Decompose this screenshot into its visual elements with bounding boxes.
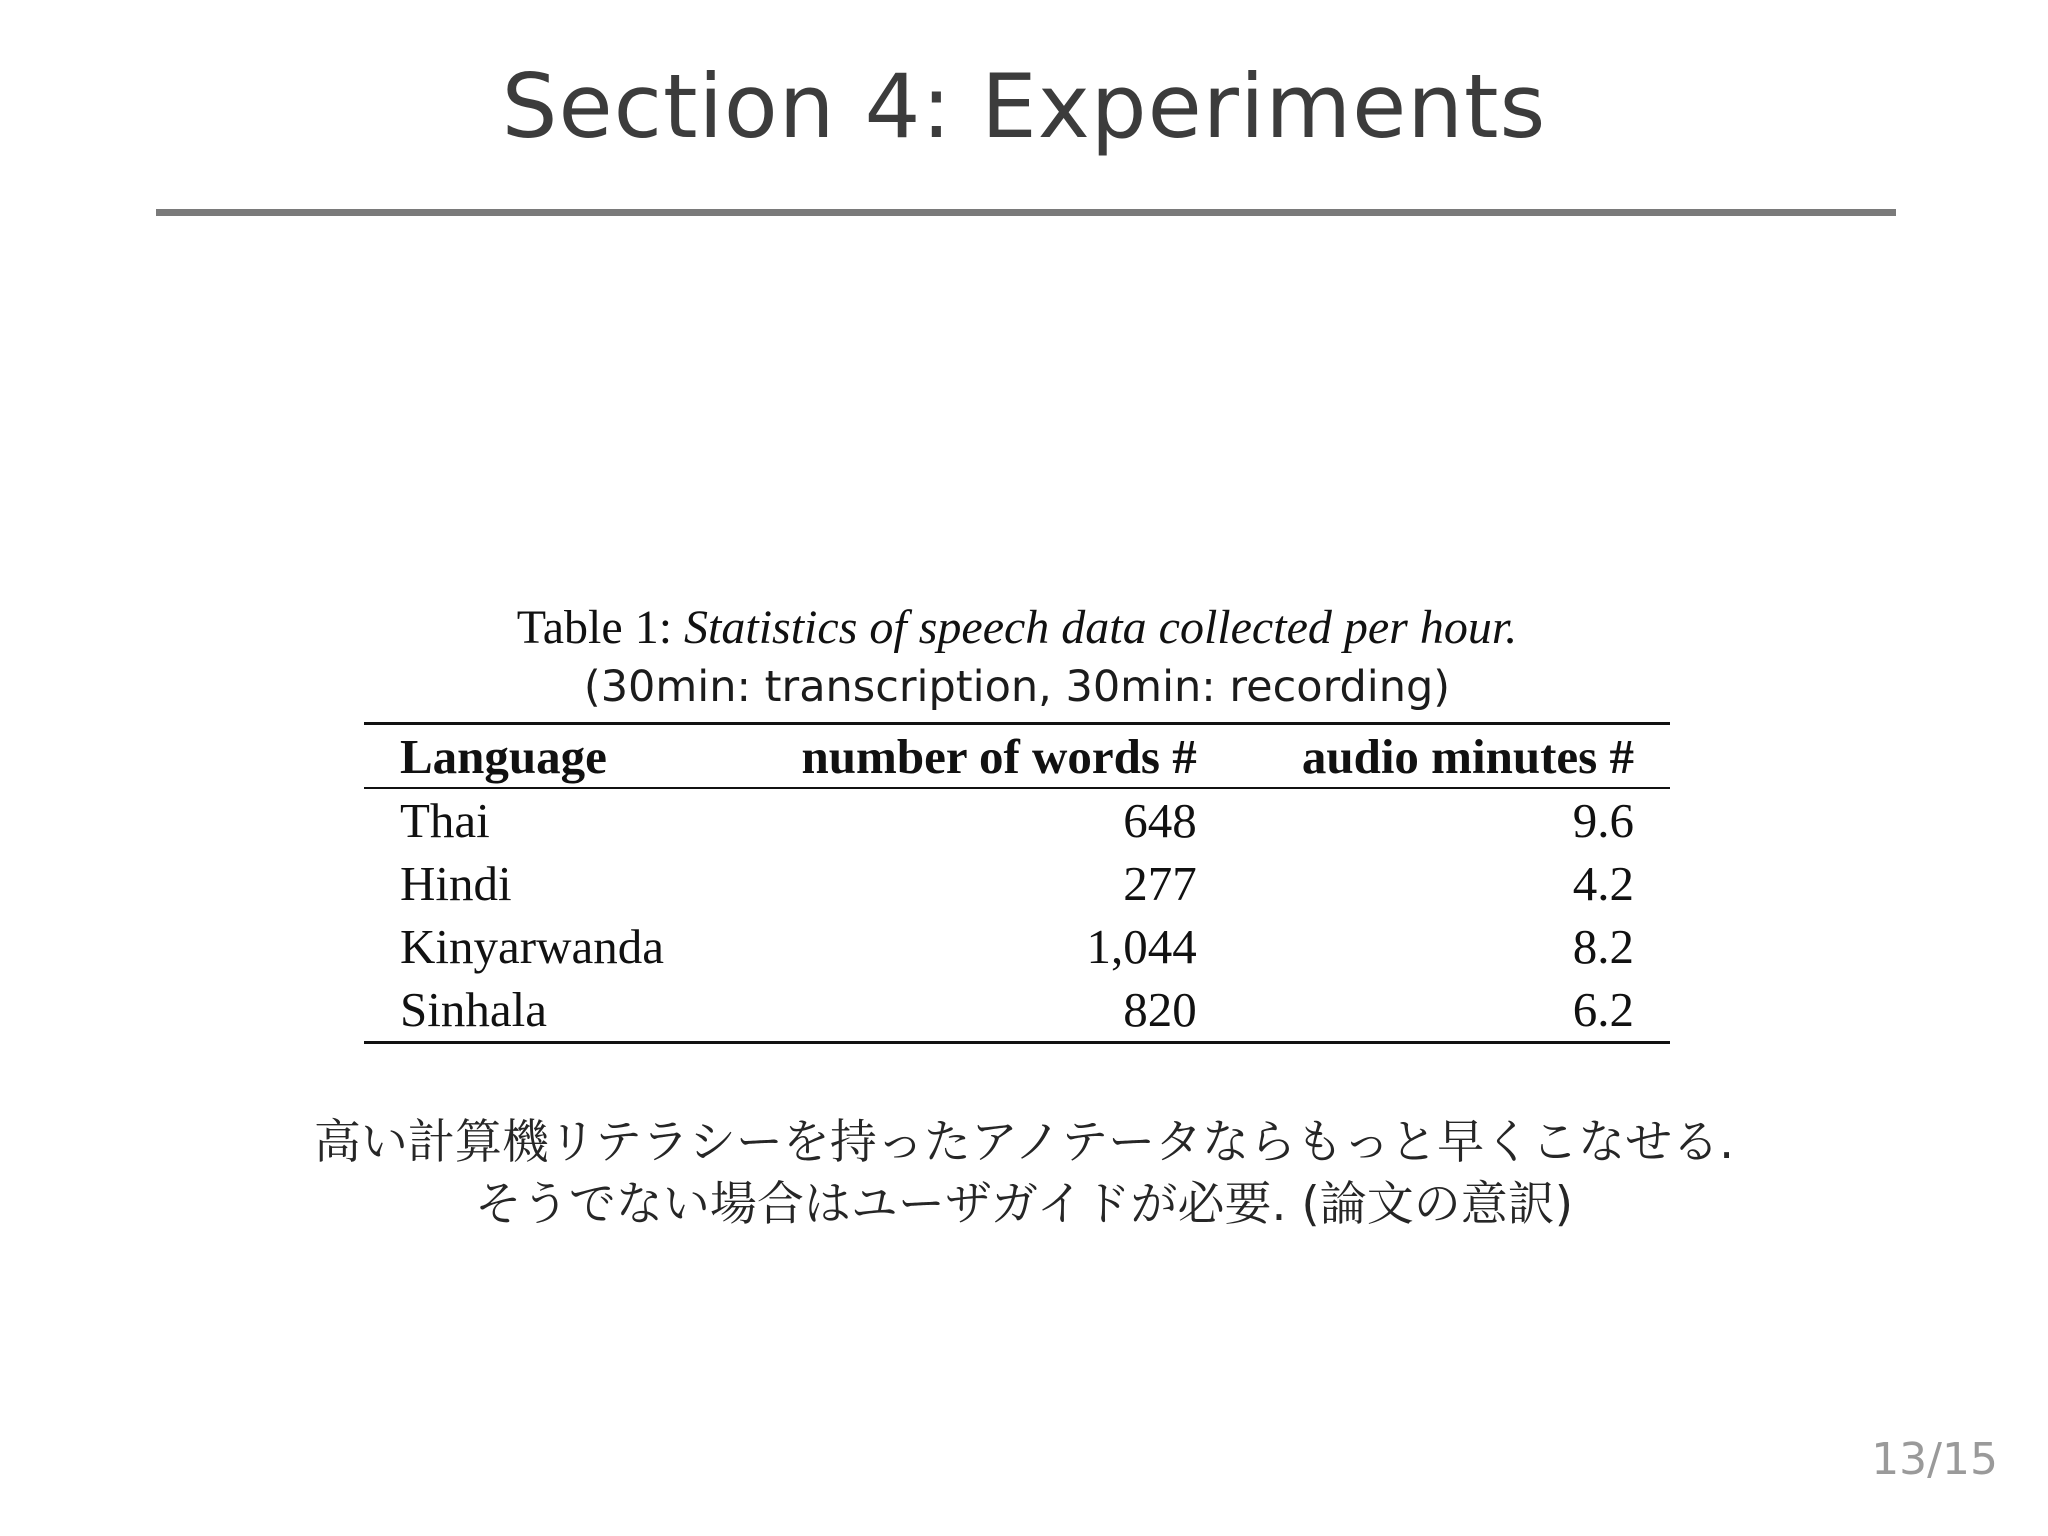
- header-audio-minutes: audio minutes #: [1301, 728, 1634, 784]
- cell-number-of-words: 277: [1123, 856, 1197, 911]
- table-row: [364, 852, 1670, 915]
- table-subcaption: (30min: transcription, 30min: recording): [583, 662, 1451, 712]
- cell-number-of-words: 1,044: [1086, 919, 1197, 974]
- header-number-of-words: number of words #: [801, 728, 1197, 784]
- table-header-row: [364, 724, 1670, 789]
- speech-stats-table: [364, 722, 1670, 1044]
- cell-number-of-words: 820: [1123, 982, 1197, 1037]
- slide-title: Section 4: Experiments: [501, 55, 1547, 158]
- cell-audio-minutes: 4.2: [1572, 856, 1634, 911]
- cell-number-of-words: 648: [1123, 793, 1197, 848]
- header-language: Language: [400, 728, 607, 784]
- cell-audio-minutes: 8.2: [1572, 919, 1634, 974]
- cell-language: Kinyarwanda: [400, 919, 664, 974]
- note-line-2: そうでない場合はユーザガイドが必要. (論文の意訳): [474, 1177, 1574, 1232]
- page-number: 13/15: [1871, 1434, 1998, 1485]
- table-caption-label: Table 1:: [516, 601, 685, 654]
- cell-language: Thai: [400, 793, 490, 848]
- note-line-1: 高い計算機リテラシーを持ったアノテータならもっと早くこなせる.: [313, 1115, 1735, 1170]
- table-figure: [364, 596, 1670, 1044]
- table-row: [364, 788, 1670, 852]
- cell-language: Hindi: [400, 856, 512, 911]
- table-row: [364, 915, 1670, 978]
- table-caption-text: Statistics of speech data collected per hour.: [684, 601, 1518, 654]
- slide-note: [0, 1112, 2048, 1236]
- table-caption: [364, 596, 1670, 660]
- table-row: [364, 978, 1670, 1043]
- cell-audio-minutes: 6.2: [1572, 982, 1634, 1037]
- cell-audio-minutes: 9.6: [1572, 793, 1634, 848]
- cell-language: Sinhala: [400, 982, 547, 1037]
- title-divider: [156, 209, 1896, 216]
